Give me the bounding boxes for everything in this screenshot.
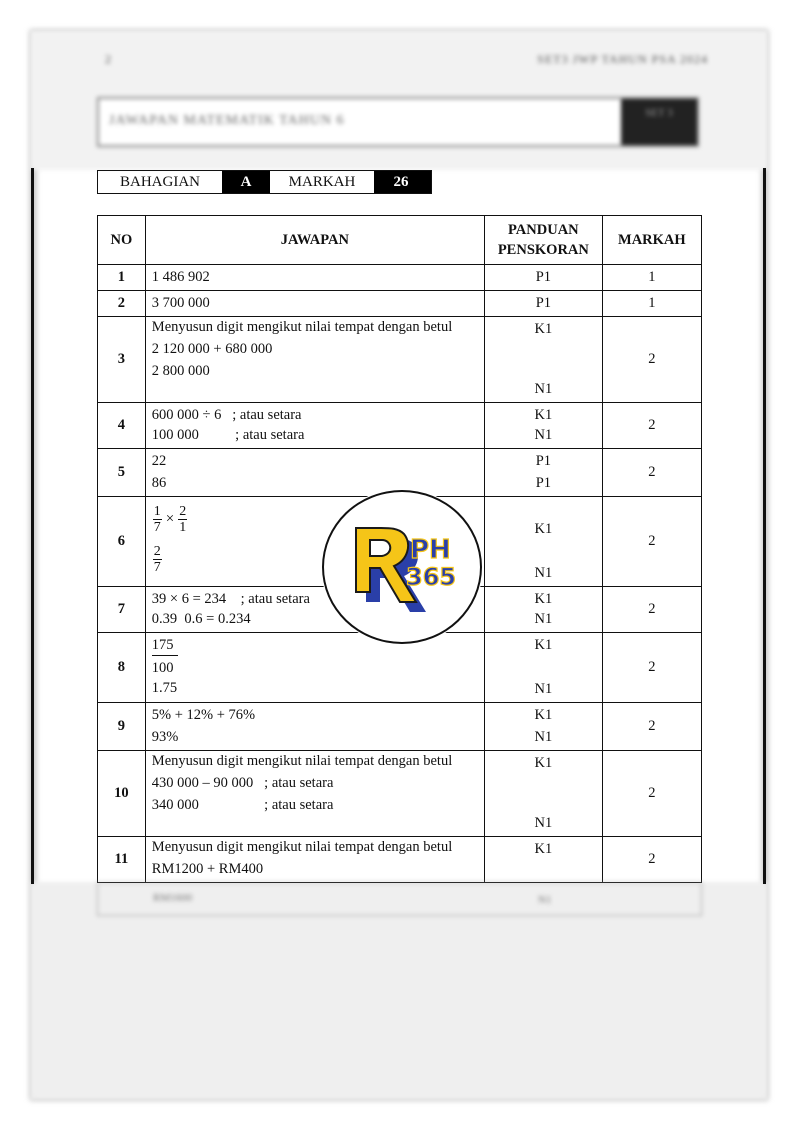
row-answer: [145, 317, 484, 403]
guide-code: K1: [534, 841, 553, 857]
answer-line: RM1200 + RM400: [151, 861, 264, 877]
header-no: NO: [98, 216, 146, 265]
table-row: [98, 317, 702, 403]
answer-line: 39 × 6 = 234 ; atau setara: [151, 591, 310, 607]
row-no: 7: [98, 587, 146, 633]
title-box: [97, 97, 699, 147]
row-answer: [145, 703, 484, 751]
row-marks: 2: [602, 587, 701, 633]
answer-line: 1 486 902: [151, 269, 210, 285]
answer-line: 93%: [151, 729, 179, 745]
answer-line: 430 000 – 90 000 ; atau setara: [151, 775, 334, 791]
answer-line: 340 000 ; atau setara: [151, 797, 334, 813]
guide-code: K1: [534, 591, 553, 607]
row-no: 5: [98, 449, 146, 497]
page-border-right: [763, 168, 766, 884]
row-guide: [484, 449, 602, 497]
row-marks: 2: [602, 403, 701, 449]
header-guide-line1: PANDUAN: [508, 222, 579, 238]
table-row: [98, 703, 702, 751]
row-answer: [145, 751, 484, 837]
guide-code: P1: [535, 269, 552, 285]
answer-line: 86: [151, 475, 167, 491]
guide-code: K1: [534, 637, 553, 653]
header-guide: [484, 216, 602, 265]
table-row: [98, 403, 702, 449]
row-guide: [484, 265, 602, 291]
answer-line: Menyusun digit mengikut nilai tempat dengan betul: [151, 839, 453, 855]
row-guide: [484, 291, 602, 317]
guide-code: P1: [535, 453, 552, 469]
row-marks: 2: [602, 751, 701, 837]
row-no: 4: [98, 403, 146, 449]
row-no: 2: [98, 291, 146, 317]
row-marks: 2: [602, 633, 701, 703]
section-marks-label: MARKAH: [288, 174, 356, 190]
row-marks: 1: [602, 265, 701, 291]
table-row: [98, 265, 702, 291]
section-marks-value: 26: [374, 171, 428, 193]
fraction-c: $\frac{2}{7}$: [153, 543, 161, 575]
row-guide: [484, 633, 602, 703]
row-guide: [484, 497, 602, 587]
fraction-175-100: $\frac{175}{100}$: [152, 636, 178, 678]
row-answer: [145, 633, 484, 703]
header-right-text: SET3 JWP TAHUN PSA 2024: [537, 52, 708, 66]
header-marks: MARKAH: [602, 216, 701, 265]
row-guide: [484, 837, 602, 883]
row-marks: 2: [602, 449, 701, 497]
table-header-row: [98, 216, 702, 265]
row-marks: 2: [602, 703, 701, 751]
guide-code: N1: [534, 427, 553, 443]
row-answer: [145, 291, 484, 317]
blurred-table-row: [97, 882, 702, 916]
table-row: [98, 837, 702, 883]
guide-code: N1: [534, 815, 553, 831]
row-guide: [484, 403, 602, 449]
times-sign: ×: [165, 511, 175, 527]
guide-code: N1: [534, 729, 553, 745]
guide-code: N1: [534, 381, 553, 397]
answer-line: 2 120 000 + 680 000: [151, 341, 273, 357]
fraction-a: $\frac{1}{7}$: [153, 503, 161, 535]
answer-line: 22: [151, 453, 167, 469]
rph365-logo-icon: [324, 492, 480, 642]
row-guide: [484, 703, 602, 751]
table-row: [98, 291, 702, 317]
page-number: 2: [105, 52, 111, 66]
answer-line: 3 700 000: [151, 295, 210, 311]
guide-code: N1: [534, 611, 553, 627]
row-answer: [145, 265, 484, 291]
row-guide: [484, 587, 602, 633]
answer-line: 5% + 12% + 76%: [151, 707, 256, 723]
fraction-b: $\frac{2}{1}$: [179, 503, 187, 535]
answer-line: Menyusun digit mengikut nilai tempat dengan betul: [151, 319, 453, 335]
answer-line: 0.39 0.6 = 0.234: [151, 611, 251, 627]
row-no: 9: [98, 703, 146, 751]
row-answer: [145, 449, 484, 497]
answer-line: 1.75: [151, 680, 178, 696]
blurred-answer: RM1600: [153, 892, 193, 904]
guide-code: N1: [534, 565, 553, 581]
section-part-value: A: [222, 171, 270, 193]
guide-code: K1: [534, 707, 553, 723]
set-label: SET 3: [621, 99, 697, 145]
header-guide-line2: PENSKORAN: [497, 242, 589, 258]
row-marks: 2: [602, 837, 701, 883]
svg-text:365: 365: [406, 563, 457, 591]
guide-code: P1: [535, 475, 552, 491]
page-border-left: [31, 168, 34, 884]
answer-line: 600 000 ÷ 6 ; atau setara: [151, 407, 302, 423]
answer-line: 100 000 ; atau setara: [151, 427, 305, 443]
section-bar-end: [428, 171, 431, 193]
table-row: [98, 751, 702, 837]
header-answer: JAWAPAN: [145, 216, 484, 265]
row-answer: [145, 403, 484, 449]
svg-text:PH: PH: [410, 535, 451, 565]
row-no: 6: [98, 497, 146, 587]
answer-line: Menyusun digit mengikut nilai tempat dengan betul: [151, 753, 453, 769]
row-no: 11: [98, 837, 146, 883]
document-title: JAWAPAN MATEMATIK TAHUN 6: [109, 113, 345, 128]
row-marks: 1: [602, 291, 701, 317]
guide-code: N1: [534, 681, 553, 697]
guide-code: K1: [534, 321, 553, 337]
guide-code: K1: [534, 521, 553, 537]
section-bar: [97, 170, 432, 194]
row-no: 1: [98, 265, 146, 291]
rph365-logo-watermark: [322, 490, 482, 644]
answer-line: 2 800 000: [151, 363, 210, 379]
row-guide: [484, 751, 602, 837]
row-no: 10: [98, 751, 146, 837]
guide-code: K1: [534, 407, 553, 423]
guide-code: P1: [535, 295, 552, 311]
blurred-guide: N1: [538, 894, 552, 906]
section-part-label: BAHAGIAN: [120, 174, 200, 190]
row-no: 3: [98, 317, 146, 403]
row-no: 8: [98, 633, 146, 703]
row-marks: 2: [602, 497, 701, 587]
row-guide: [484, 317, 602, 403]
row-marks: 2: [602, 317, 701, 403]
row-answer: [145, 837, 484, 883]
guide-code: K1: [534, 755, 553, 771]
